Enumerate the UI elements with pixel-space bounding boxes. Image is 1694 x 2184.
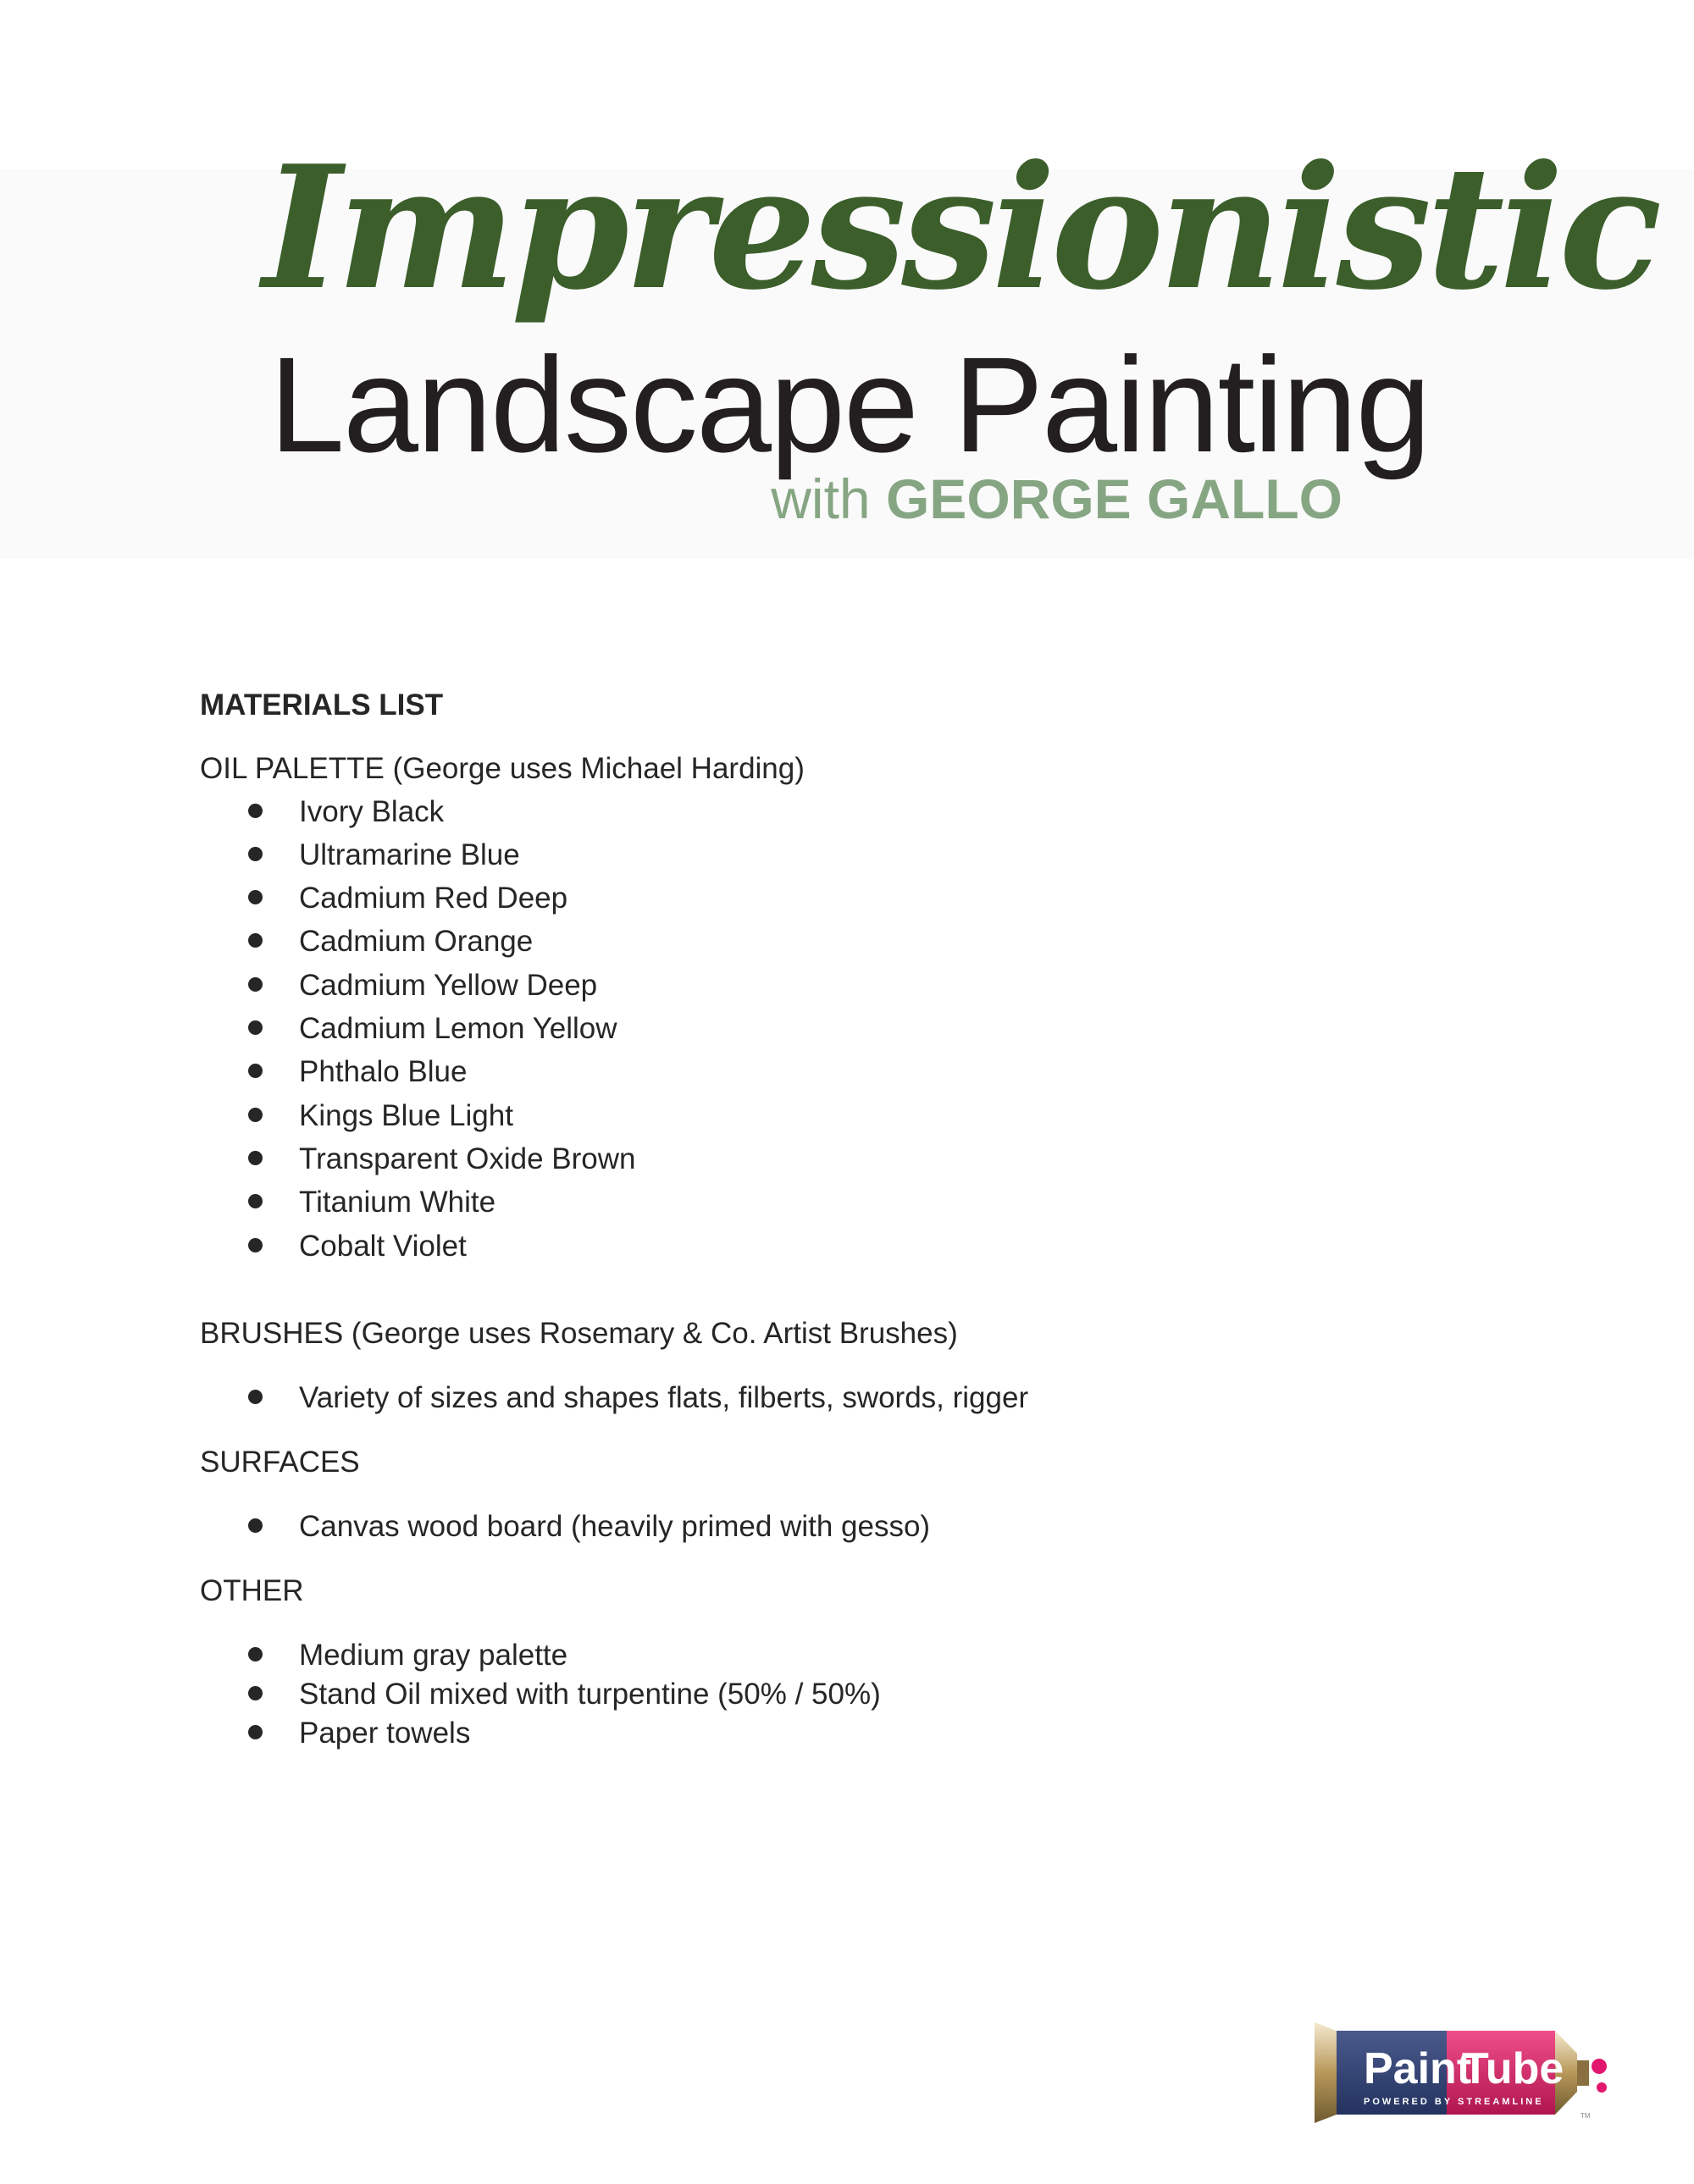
surfaces-heading: SURFACES [200,1446,360,1479]
brushes-heading: BRUSHES (George uses Rosemary & Co. Artist Brushes) [200,1317,958,1350]
list-item: Cadmium Yellow Deep [299,970,597,1000]
byline-name: GEORGE GALLO [885,467,1342,530]
list-item: Kings Blue Light [299,1101,513,1131]
bullet-icon [248,933,263,948]
bullet-icon [248,1686,263,1700]
list-item: Cadmium Red Deep [299,883,567,913]
logo-trademark: TM [1581,2112,1591,2120]
bullet-icon [248,847,263,861]
bullet-icon [248,1518,263,1533]
list-item: Variety of sizes and shapes flats, filberts, swords, rigger [299,1383,1028,1413]
logo-word2: Tube [1462,2044,1564,2093]
bullet-icon [248,1151,263,1165]
list-item: Medium gray palette [299,1640,567,1670]
bullet-icon [248,1064,263,1078]
banner-subtitle: Landscape Painting [269,329,1430,480]
bullet-icon [248,1194,263,1208]
list-item: Canvas wood board (heavily primed with gesso) [299,1512,930,1541]
bullet-icon [248,890,263,904]
logo-word1: Paint [1364,2044,1472,2093]
bullet-icon [248,1390,263,1404]
list-item: Phthalo Blue [299,1057,467,1086]
bullet-icon [248,1647,263,1661]
materials-heading: MATERIALS LIST [200,688,444,722]
oil-palette-heading: OIL PALETTE (George uses Michael Harding) [200,752,805,785]
bullet-icon [248,1238,263,1252]
list-item: Cadmium Lemon Yellow [299,1014,617,1043]
list-item: Cobalt Violet [299,1231,467,1261]
banner-byline [771,467,1342,530]
list-item: Paper towels [299,1718,470,1748]
bullet-icon [248,1725,263,1739]
bullet-icon [248,1108,263,1122]
logo-tagline: POWERED BY STREAMLINE [1364,2097,1544,2107]
painttube-logo [1313,2020,1618,2126]
byline-prefix: with [771,467,871,530]
bullet-icon [248,1020,263,1035]
bullet-icon [248,977,263,992]
list-item: Cadmium Orange [299,926,533,956]
list-item: Titanium White [299,1187,495,1217]
list-item: Ultramarine Blue [299,840,520,870]
other-heading: OTHER [200,1574,304,1607]
banner-title: Impressionistic [263,129,1658,328]
list-item: Ivory Black [299,797,444,827]
list-item: Transparent Oxide Brown [299,1144,636,1174]
bullet-icon [248,804,263,818]
list-item: Stand Oil mixed with turpentine (50% / 50%) [299,1679,881,1709]
